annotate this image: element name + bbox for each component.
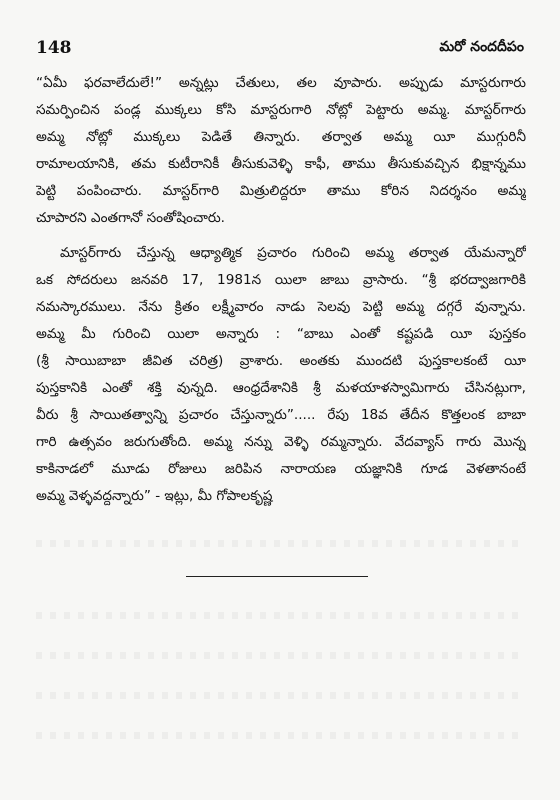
section-divider	[186, 576, 368, 577]
text-line: నమస్కారములు. నేను క్రితం లక్ష్మీవారం నాడు సెలవు పెట్టి అమ్మ దగ్గరే వున్నాను.	[36, 299, 526, 315]
text-line: అమ్మ మీ గురించి యిలా అన్నారు : “బాబు ఎంతో కష్టపడి యీ పుస్తకం	[36, 326, 526, 342]
text-line: చూపారని ఎంతగానో సంతోషించారు.	[36, 210, 225, 226]
paragraph-2	[36, 240, 526, 510]
page-number: 148	[36, 38, 72, 58]
paragraph-1	[36, 70, 526, 232]
text-line: కాకినాడలో మూడు రోజులు జరిపిన నారాయణ యజ్ఞానికి గూడ వెళతానంటే	[36, 461, 526, 477]
text-line: రామాలయానికి, తమ కుటీరానికీ తీసుకువెళ్ళి కాఫీ, తాము తీసుకువచ్చిన భిక్షాన్నము	[36, 156, 526, 172]
text-line: సమర్పించిన పండ్ల ముక్కలు కోసి మాస్టరుగారి నోట్లో పెట్టారు అమ్మ. మాస్టర్‌గారు	[36, 102, 526, 118]
bleed-through-texture	[36, 732, 526, 739]
text-line: వీరు శ్రీ సాయితత్వాన్ని ప్రచారం చేస్తున్నారు”..... రేపు 18వ తేదీన కొత్తలంక బాబా	[36, 407, 526, 423]
bleed-through-texture	[36, 692, 526, 699]
bleed-through-texture	[36, 540, 526, 547]
bleed-through-texture	[36, 612, 526, 619]
body-text	[36, 70, 526, 510]
paragraph-gap	[36, 232, 526, 240]
text-line: (శ్రీ సాయిబాబా జీవిత చరిత్ర) వ్రాశారు. అంతకు ముందటి పుస్తకాలకంటే యీ	[36, 353, 526, 369]
text-line: అమ్మ వెళ్ళవద్దన్నారు” - ఇట్లు, మీ గోపాలకృష్ణ	[36, 488, 273, 504]
page-header	[36, 38, 524, 62]
text-line: మాస్టర్‌గారు చేస్తున్న ఆధ్యాత్మిక ప్రచారం గురించి అమ్మ తర్వాత యేమన్నారో	[60, 245, 526, 261]
text-line: ఒక సోదరులు జనవరి 17, 1981న యిలా జాబు వ్రాసారు. “శ్రీ భరద్వాజగారికి	[36, 272, 526, 288]
text-line: అమ్మ నోట్లో ముక్కలు పెడితే తిన్నారు. తర్వాత అమ్మ యీ ముగ్గురినీ	[36, 129, 526, 145]
text-line: గారి ఉత్సవం జరుగుతోంది. అమ్మ నన్ను వెళ్ళి రమ్మన్నారు. వేదవ్యాస్ గారు మొన్న	[36, 434, 526, 450]
text-line: పెట్టి పంపించారు. మాస్టర్‌గారి మిత్రులిద్దరూ తాము కోరిన నిదర్శనం అమ్మ	[36, 183, 526, 199]
text-line: పుస్తకానికి ఎంతో శక్తి వున్నది. ఆంధ్రదేశానికి శ్రీ మళయాళస్వామిగారు చేసినట్లుగా,	[36, 380, 526, 396]
bleed-through-texture	[36, 652, 526, 659]
text-line: “ఏమీ ఫరవాలేదులే!” అన్నట్లు చేతులు, తల వూపారు. అప్పుడు మాస్టరుగారు	[36, 75, 526, 91]
running-title: మరో నందదీపం	[439, 39, 524, 55]
